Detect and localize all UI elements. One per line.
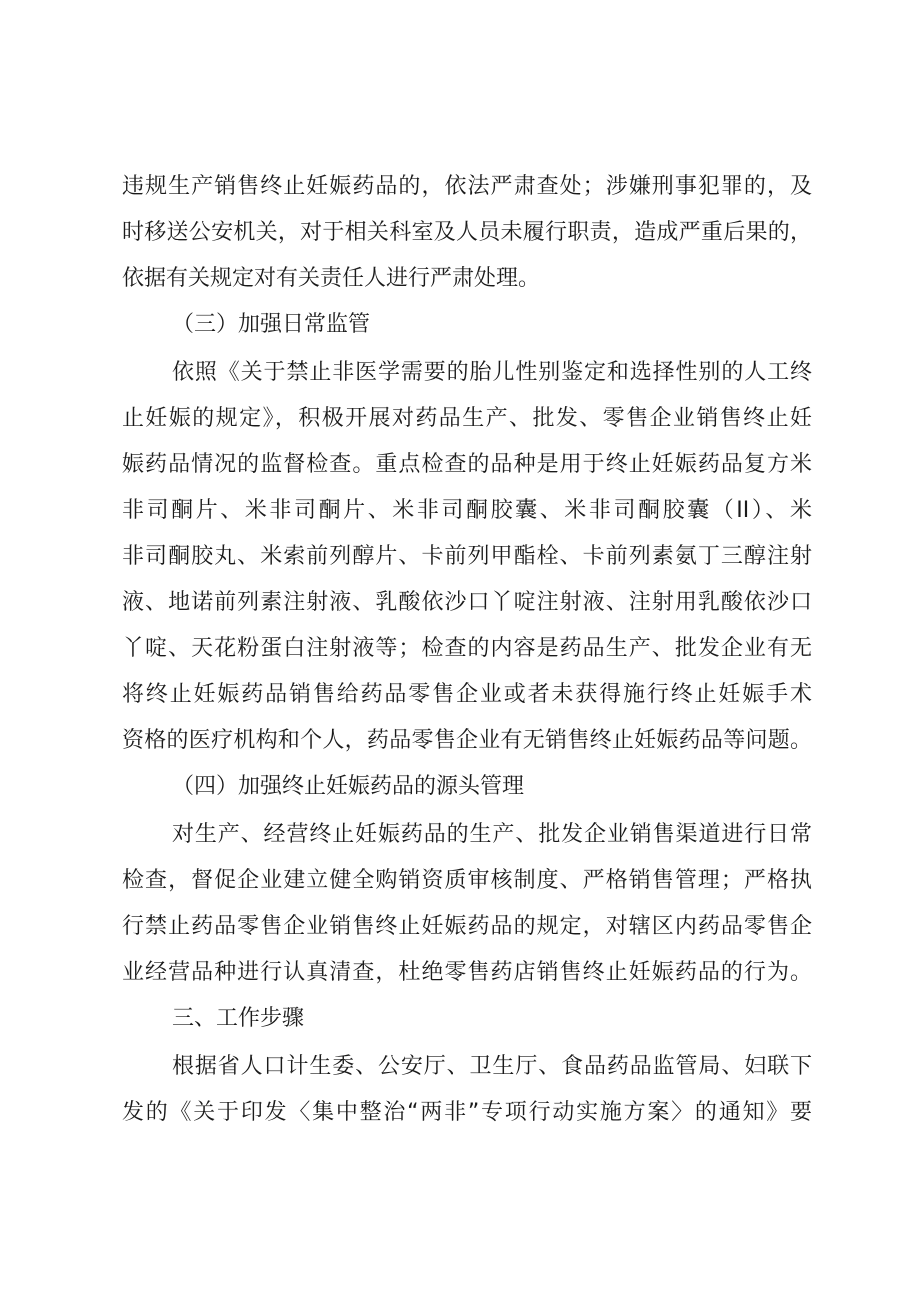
section-heading-4: （四）加强终止妊娠药品的源头管理 — [172, 774, 525, 799]
paragraph-line: 液、地诺前列素注射液、乳酸依沙口丫啶注射液、注射用乳酸依沙口 — [122, 590, 812, 615]
paragraph-line: 时移送公安机关，对于相关科室及人员未履行职责，造成严重后果的， — [122, 220, 812, 245]
paragraph-line: 依照《关于禁止非医学需要的胎儿性别鉴定和选择性别的人工终 — [172, 360, 812, 385]
paragraph-line: 娠药品情况的监督检查。重点检查的品种是用于终止妊娠药品复方米 — [122, 452, 812, 477]
paragraph-line: 对生产、经营终止妊娠药品的生产、批发企业销售渠道进行日常 — [172, 822, 812, 847]
paragraph-line: 业经营品种进行认真清查，杜绝零售药店销售终止妊娠药品的行为。 — [122, 960, 812, 985]
section-heading-work-steps: 三、工作步骤 — [172, 1006, 305, 1031]
paragraph-line: 非司酮片、米非司酮片、米非司酮胶囊、米非司酮胶囊（II）、米 — [122, 498, 812, 523]
paragraph-line: 止妊娠的规定》，积极开展对药品生产、批发、零售企业销售终止妊 — [122, 406, 812, 431]
paragraph-line: 非司酮胶丸、米索前列醇片、卡前列甲酯栓、卡前列素氨丁三醇注射 — [122, 544, 812, 569]
paragraph-line: 发的《关于印发〈集中整治“两非”专项行动实施方案〉的通知》要 — [122, 1100, 812, 1125]
paragraph-line: 资格的医疗机构和个人，药品零售企业有无销售终止妊娠药品等问题。 — [122, 728, 812, 753]
paragraph-line: 将终止妊娠药品销售给药品零售企业或者未获得施行终止妊娠手术 — [122, 682, 812, 707]
paragraph-line: 违规生产销售终止妊娠药品的，依法严肃查处；涉嫌刑事犯罪的，及 — [122, 174, 812, 199]
paragraph-line: 丫啶、天花粉蛋白注射液等；检查的内容是药品生产、批发企业有无 — [122, 636, 812, 661]
paragraph-line: 检查，督促企业建立健全购销资质审核制度、严格销售管理；严格执 — [122, 868, 812, 893]
paragraph-line: 行禁止药品零售企业销售终止妊娠药品的规定，对辖区内药品零售企 — [122, 914, 812, 939]
paragraph-line: 根据省人口计生委、公安厅、卫生厅、食品药品监管局、妇联下 — [172, 1054, 812, 1079]
section-heading-3: （三）加强日常监管 — [172, 312, 371, 337]
paragraph-line: 依据有关规定对有关责任人进行严肃处理。 — [122, 266, 541, 291]
